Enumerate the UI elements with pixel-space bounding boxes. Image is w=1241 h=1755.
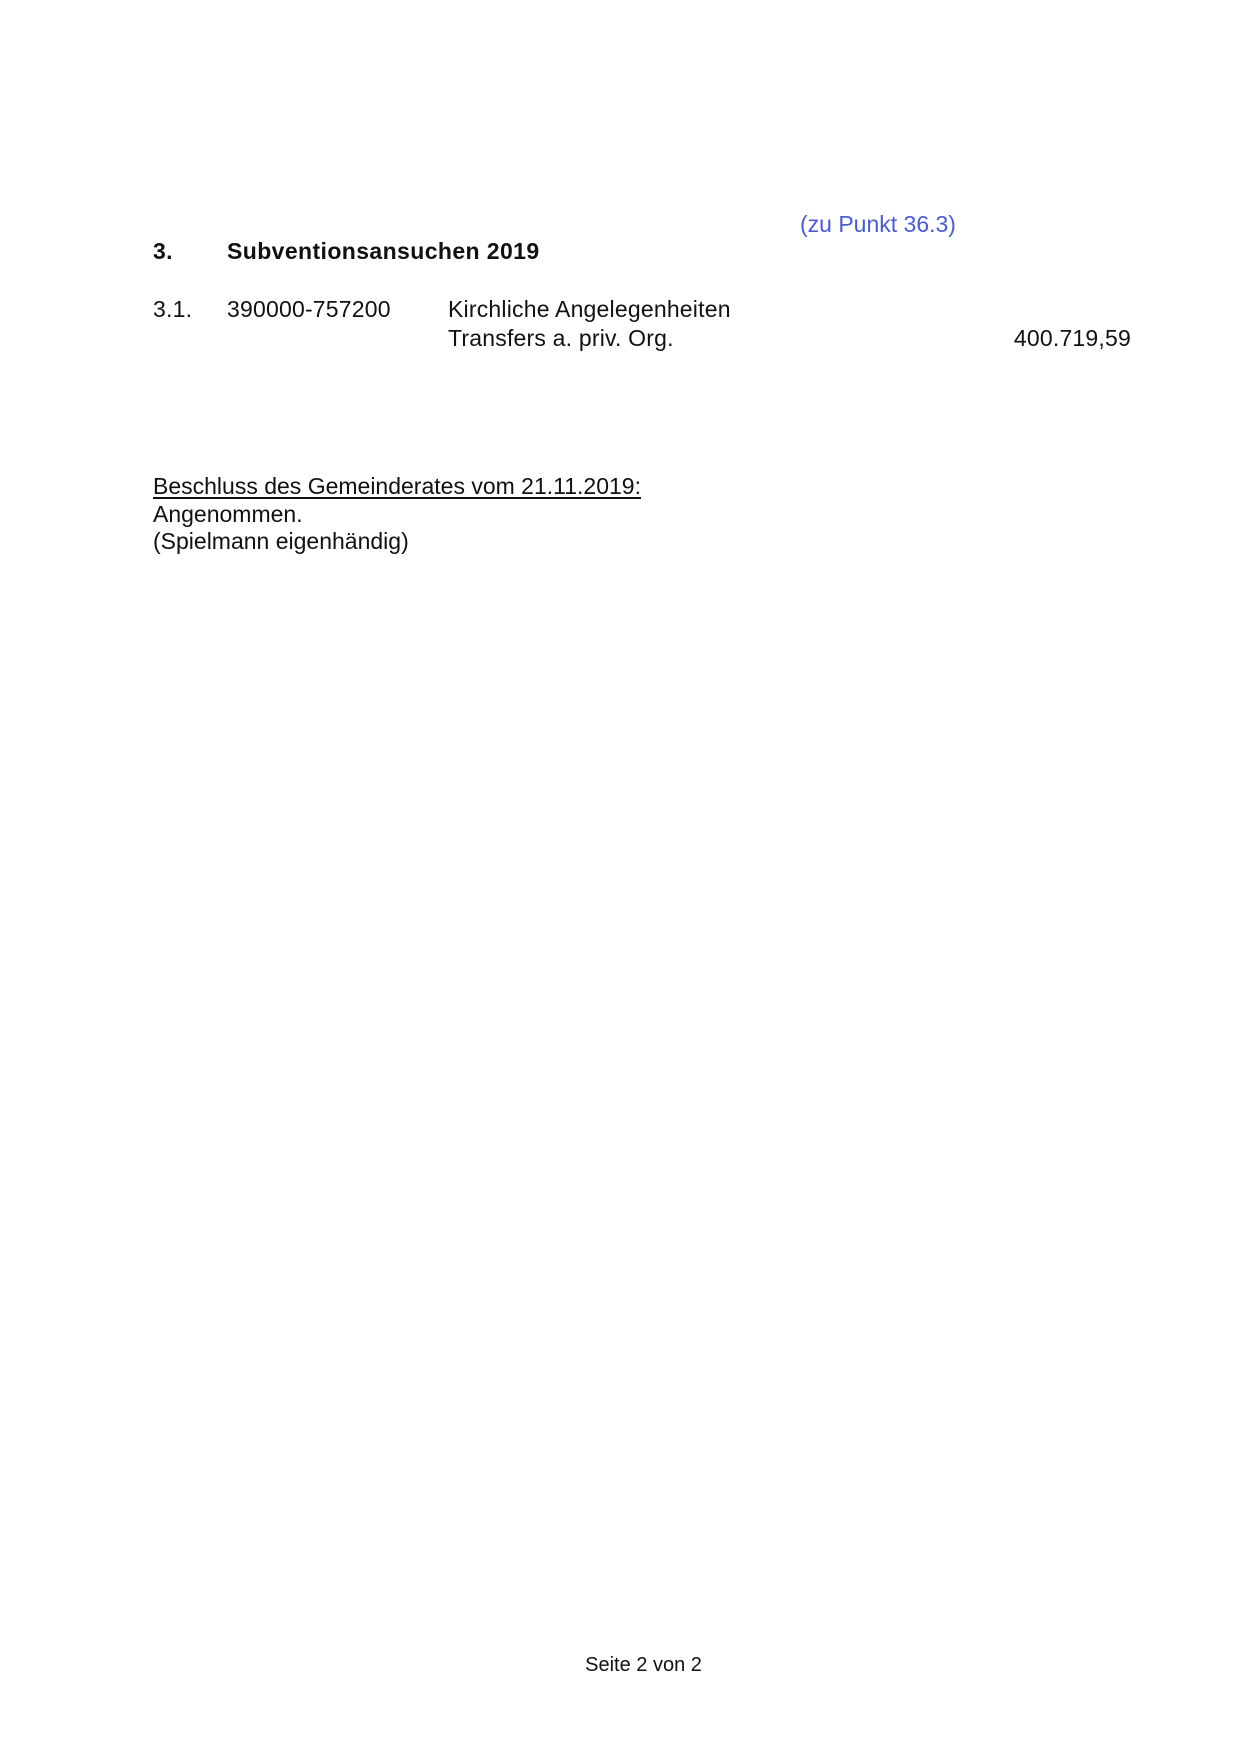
item-description-line1: Kirchliche Angelegenheiten — [448, 296, 731, 322]
item-number: 3.1. — [153, 296, 193, 322]
resolution-result: Angenommen. — [153, 501, 303, 527]
resolution-heading: Beschluss des Gemeinderates vom 21.11.2019: — [153, 473, 641, 499]
reference-note: (zu Punkt 36.3) — [800, 211, 956, 237]
item-description-line2: Transfers a. priv. Org. — [448, 325, 674, 351]
section-number: 3. — [153, 238, 173, 264]
item-account: 390000-757200 — [227, 296, 391, 322]
section-title: Subventionsansuchen 2019 — [227, 238, 540, 264]
item-amount: 400.719,59 — [1013, 325, 1131, 351]
resolution-note: (Spielmann eigenhändig) — [153, 528, 409, 554]
page-footer: Seite 2 von 2 — [585, 1654, 702, 1676]
